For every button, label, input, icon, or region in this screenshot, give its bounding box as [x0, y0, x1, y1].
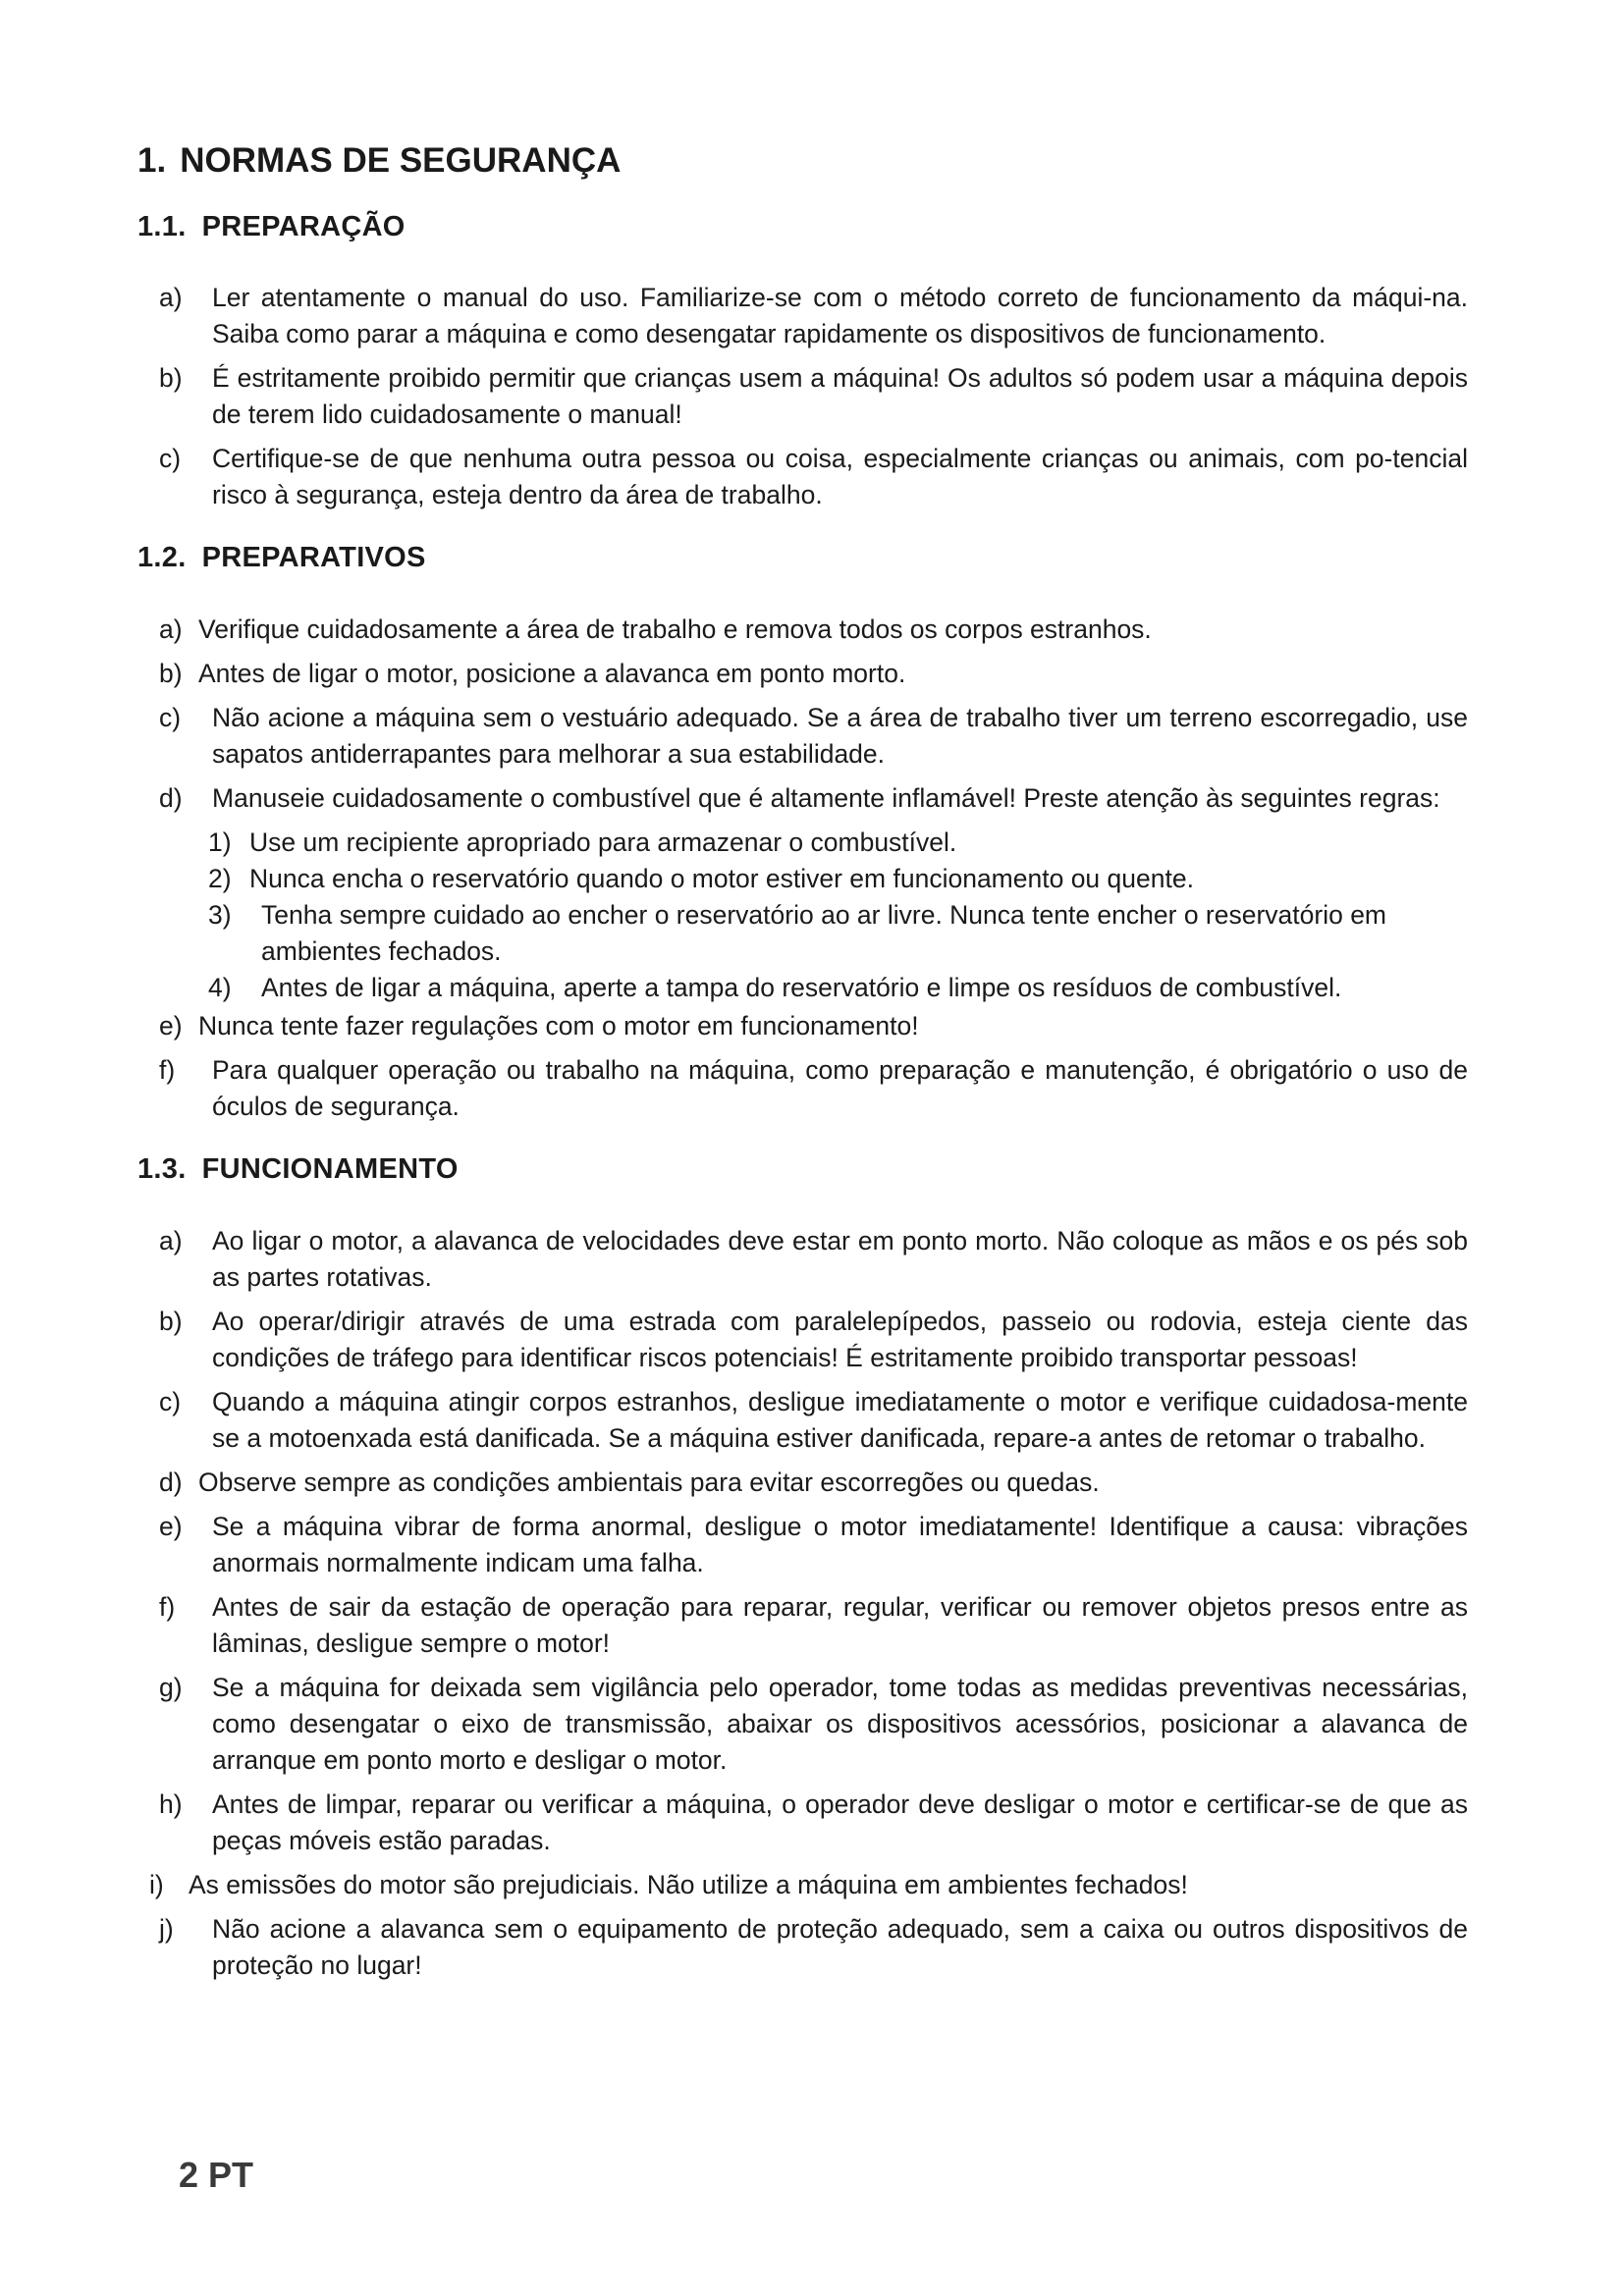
section-number: 1.3.: [137, 1153, 187, 1186]
list-marker: g): [159, 1673, 183, 1703]
section-preparacao: [137, 212, 1488, 514]
list-marker: a): [159, 614, 183, 645]
list-item: [137, 656, 1488, 692]
list-marker: c): [159, 703, 182, 733]
list-marker: j): [159, 1914, 174, 1945]
list-marker: d): [159, 783, 183, 814]
list-item: [137, 1509, 1488, 1581]
list-item: [137, 1465, 1488, 1501]
section-number: 1.1.: [137, 210, 187, 242]
list-item-text: As emissões do motor são prejudiciais. Não utilize a máquina em ambientes fechados!: [189, 1870, 1188, 1900]
section-title: PREPARATIVOS: [201, 542, 426, 574]
list-item: [137, 780, 1488, 817]
list-marker: e): [159, 1512, 183, 1542]
section-heading: [137, 1154, 1488, 1186]
section-heading: [137, 543, 1488, 574]
sub-list: [137, 825, 1488, 1006]
main-heading-title: NORMAS DE SEGURANÇA: [180, 141, 622, 180]
list-item: [137, 1589, 1488, 1662]
list-item-text: Verifique cuidadosamente a área de trabalho e remova todos os corpos estranhos.: [198, 614, 1152, 645]
list-marker: c): [159, 444, 182, 474]
sub-list-item: [137, 897, 1488, 970]
list-item-text: Antes de sair da estação de operação para reparar, regular, verificar ou remover objetos presos entre as lâminas, desligue sempre o motor!: [212, 1592, 1468, 1659]
list-marker: b): [159, 363, 183, 394]
list-marker: b): [159, 659, 183, 689]
main-heading: [137, 142, 1488, 181]
sub-list-marker: 3): [208, 900, 232, 931]
section-heading: [137, 212, 1488, 243]
list-item: [137, 1223, 1488, 1296]
list-item-text: Manuseie cuidadosamente o combustível que é altamente inflamável! Preste atenção às seguintes regras:: [212, 783, 1440, 814]
sub-list-marker: 4): [208, 973, 232, 1003]
list-marker: i): [149, 1870, 164, 1900]
list-item: [137, 1787, 1488, 1859]
section-number: 1.2.: [137, 542, 187, 574]
list-item: [137, 280, 1488, 352]
section-preparativos: [137, 543, 1488, 1125]
sub-list-item: [137, 861, 1488, 897]
list-item-text: Quando a máquina atingir corpos estranhos, desligue imediatamente o motor e verifique cuidadosa-mente se a motoenxada está danificada. Se a máquina estiver danificada, repare-a antes de retomar o trabalho.: [212, 1387, 1468, 1454]
list-marker: e): [159, 1011, 183, 1041]
list-item: [137, 1052, 1488, 1125]
list-item-text: Observe sempre as condições ambientais para evitar escorregões ou quedas.: [198, 1468, 1100, 1498]
list-item: [137, 1670, 1488, 1779]
list-item-text: Ler atentamente o manual do uso. Familiarize-se com o método correto de funcionamento da máqui-na. Saiba como parar a máquina e como desengatar rapidamente os dispositivos de funcionamento.: [212, 283, 1468, 349]
list-marker: h): [159, 1789, 183, 1820]
sub-list-item-text: Nunca encha o reservatório quando o motor estiver em funcionamento ou quente.: [249, 864, 1194, 894]
list-item-text: Se a máquina vibrar de forma anormal, desligue o motor imediatamente! Identifique a causa: vibrações anormais normalmente indicam uma falha.: [212, 1512, 1468, 1578]
list-marker: b): [159, 1307, 183, 1337]
list-item: [137, 1008, 1488, 1044]
main-heading-number: 1.: [137, 141, 167, 180]
section-title: PREPARAÇÃO: [201, 210, 406, 242]
page-number: 2 PT: [179, 2155, 254, 2195]
section-funcionamento: [137, 1154, 1488, 1984]
list-item: [137, 360, 1488, 433]
sub-list-marker: 2): [208, 864, 232, 894]
list-item-text: Certifique-se de que nenhuma outra pessoa ou coisa, especialmente crianças ou animais, com po-tencial risco à segurança, esteja dentro da área de trabalho.: [212, 444, 1468, 510]
list-item: [137, 1867, 1488, 1903]
list-item: [137, 1384, 1488, 1457]
list-item-text: É estritamente proibido permitir que crianças usem a máquina! Os adultos só podem usar a máquina depois de terem lido cuidadosamente o manual!: [212, 363, 1468, 430]
list-item: [137, 1911, 1488, 1984]
list-marker: a): [159, 283, 183, 313]
document-page: [137, 142, 1488, 2013]
list-marker: a): [159, 1226, 183, 1256]
sub-list-item: [137, 825, 1488, 861]
list-item-text: Ao ligar o motor, a alavanca de velocidades deve estar em ponto morto. Não coloque as mãos e os pés sob as partes rotativas.: [212, 1226, 1468, 1293]
list-item-text: Ao operar/dirigir através de uma estrada com paralelepípedos, passeio ou rodovia, esteja ciente das condições de tráfego para identificar riscos potenciais! É estritamente proibido transportar pessoas!: [212, 1307, 1468, 1373]
list-item-text: Antes de limpar, reparar ou verificar a máquina, o operador deve desligar o motor e certificar-se de que as peças móveis estão paradas.: [212, 1789, 1468, 1856]
sub-list-item-text: Antes de ligar a máquina, aperte a tampa do reservatório e limpe os resíduos de combustível.: [261, 973, 1342, 1003]
list-item-text: Se a máquina for deixada sem vigilância pelo operador, tome todas as medidas preventivas necessárias, como desengatar o eixo de transmissão, abaixar os dispositivos acessórios, posicionar a alavanca de arranque em ponto morto e desligar o motor.: [212, 1673, 1468, 1776]
list-item: [137, 612, 1488, 648]
list-item-text: Nunca tente fazer regulações com o motor em funcionamento!: [198, 1011, 919, 1041]
list-item-text: Não acione a máquina sem o vestuário adequado. Se a área de trabalho tiver um terreno escorregadio, use sapatos antiderrapantes para melhorar a sua estabilidade.: [212, 703, 1468, 770]
list-marker: f): [159, 1592, 176, 1623]
list-marker: d): [159, 1468, 183, 1498]
list-item: [137, 1304, 1488, 1376]
section-title: FUNCIONAMENTO: [201, 1153, 459, 1186]
list-item-text: Antes de ligar o motor, posicione a alavanca em ponto morto.: [198, 659, 906, 689]
sub-list-item-text: Tenha sempre cuidado ao encher o reservatório ao ar livre. Nunca tente encher o reservatório em ambientes fechados.: [261, 900, 1387, 967]
sub-list-marker: 1): [208, 828, 232, 858]
list-item: [137, 700, 1488, 773]
list-item-text: Para qualquer operação ou trabalho na máquina, como preparação e manutenção, é obrigatório o uso de óculos de segurança.: [212, 1055, 1468, 1122]
list-marker: c): [159, 1387, 182, 1417]
list-item: [137, 441, 1488, 513]
sub-list-item: [137, 970, 1488, 1006]
list-marker: f): [159, 1055, 176, 1086]
sub-list-item-text: Use um recipiente apropriado para armazenar o combustível.: [249, 828, 957, 858]
list-item-text: Não acione a alavanca sem o equipamento de proteção adequado, sem a caixa ou outros dispositivos de proteção no lugar!: [212, 1914, 1468, 1981]
